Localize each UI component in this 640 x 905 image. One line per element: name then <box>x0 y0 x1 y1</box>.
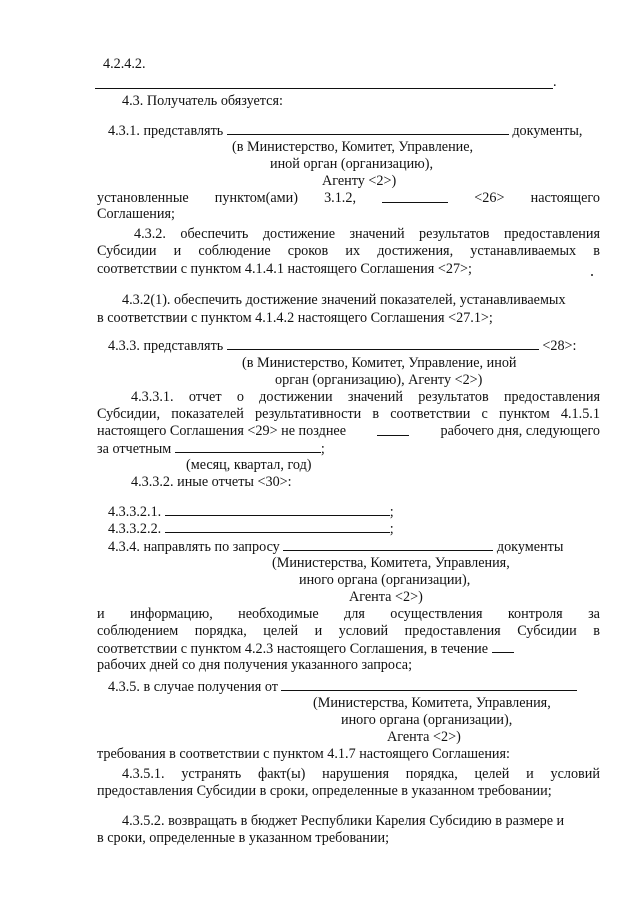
word: контроля <box>507 606 563 622</box>
word: достижение <box>262 226 335 242</box>
word: предоставления <box>503 389 600 405</box>
hint-recipient-1: (Министерства, Комитета, Управления, <box>272 555 510 571</box>
clause-4-3-3-2-1 <box>108 503 394 521</box>
word: порядка, <box>405 766 458 782</box>
word: предоставления <box>503 226 600 242</box>
hint-recipient-3: Агенту <2>) <box>322 173 397 189</box>
clause-4-2-4-2: 4.2.4.2. <box>103 56 146 72</box>
word: 4.3.5.1. <box>122 766 165 782</box>
word: достижении <box>259 389 333 405</box>
blank-field <box>227 337 539 350</box>
word: соответствии <box>390 406 471 422</box>
clause-4-3-5-line2: требования в соответствии с пунктом 4.1.7 настоящего Соглашения: <box>97 746 510 762</box>
line-end-dot: . <box>553 74 557 90</box>
clause-4-3-4-line3 <box>97 623 600 640</box>
blank-line <box>95 88 553 89</box>
word: и <box>526 766 534 782</box>
word: результатов <box>418 389 489 405</box>
word: условий <box>338 623 389 639</box>
clause-4-3-3-1-line4 <box>97 440 325 458</box>
clause-4-3-3-1-line2 <box>97 406 600 423</box>
word: Субсидии <box>517 623 577 639</box>
clause-4-3-3-2-2 <box>108 520 394 538</box>
word: значений <box>347 389 403 405</box>
word: пунктом(ами) <box>214 190 298 206</box>
word: обеспечить <box>180 226 249 242</box>
word: устанавливаемых <box>470 243 577 259</box>
word: установленные <box>97 190 189 206</box>
word: в <box>372 406 380 422</box>
word: условий <box>550 766 600 782</box>
clause-text: документы <box>496 539 564 555</box>
clause-4-3-5-1-line1 <box>122 766 600 783</box>
hint-recipient-2: иной орган (организацию), <box>270 156 434 172</box>
clause-text: рабочего дня, следующего <box>440 423 600 439</box>
hint-sender-2: иного органа (организации), <box>341 712 513 728</box>
clause-text: 4.3.3.2.2. <box>108 521 162 537</box>
word: нарушения <box>322 766 389 782</box>
blank-field <box>283 538 493 551</box>
word: соблюдение <box>198 243 271 259</box>
clause-4-3-1-text <box>108 122 582 140</box>
clause-4-3-2-line1 <box>134 226 600 243</box>
word: пунктом <box>498 406 550 422</box>
clause-text: 4.3.4. направлять по запросу <box>108 539 280 555</box>
clause-4-3-heading: 4.3. Получатель обязуется: <box>122 93 283 109</box>
word: соблюдением <box>97 623 179 639</box>
word: и <box>314 623 323 639</box>
clause-4-3-5-2-line2: в сроки, определенные в указанном требовании; <box>97 830 390 846</box>
word: информацию, <box>129 606 213 622</box>
clause-text: ; <box>389 504 394 520</box>
footnote-ref: <26> <box>474 190 505 206</box>
clause-text: 4.3.5. в случае получения от <box>108 679 278 695</box>
hint-recipient-1: (в Министерство, Комитет, Управление, <box>232 139 474 155</box>
clause-4-3-4-line2 <box>97 606 600 623</box>
clause-text: 4.3.3. представлять <box>108 338 224 354</box>
word: в <box>593 623 600 639</box>
clause-4-3-3-1-line3 <box>97 423 600 440</box>
hint-sender-1: (Министерства, Комитета, Управления, <box>313 695 551 711</box>
word: достижения, <box>377 243 454 259</box>
word: показателей <box>171 406 244 422</box>
word: отчет <box>188 389 222 405</box>
blank-field <box>175 440 321 453</box>
clause-4-3-3-text <box>108 337 576 355</box>
clause-text: документы, <box>512 123 583 139</box>
word: целей <box>474 766 510 782</box>
clause-4-3-1-line3: Соглашения; <box>97 206 175 222</box>
word: 4.1.5.1 <box>560 406 600 422</box>
word: 4.3.2. <box>134 226 166 242</box>
word: Субсидии, <box>97 406 161 422</box>
hint-recipient-2: орган (организацию), Агенту <2>) <box>275 372 483 388</box>
hint-period: (месяц, квартал, год) <box>186 457 312 473</box>
word: в <box>593 243 600 259</box>
hint-recipient-1: (в Министерство, Комитет, Управление, иной <box>242 355 517 371</box>
clause-4-3-5-2-line1: 4.3.5.2. возвращать в бюджет Республики Карелия Субсидию в размере и <box>122 813 565 829</box>
word: 3.1.2, <box>324 190 356 206</box>
word: порядка, <box>194 623 247 639</box>
clause-text: ; <box>320 441 325 457</box>
blank-field <box>492 640 514 653</box>
hint-sender-3: Агента <2>) <box>387 729 461 745</box>
word: значений <box>349 226 405 242</box>
word: результативности <box>255 406 362 422</box>
clause-4-3-2-line3: соответствии с пунктом 4.1.4.1 настоящего Соглашения <27>; <box>97 261 472 277</box>
word: предоставления <box>404 623 501 639</box>
word: для <box>344 606 365 622</box>
blank-field <box>382 190 448 203</box>
word: и <box>97 606 105 622</box>
blank-field <box>165 503 390 516</box>
blank-field <box>165 520 390 533</box>
word: устранять <box>181 766 242 782</box>
clause-4-3-2-1-line2: в соответствии с пунктом 4.1.4.2 настоящего Соглашения <27.1>; <box>97 310 493 326</box>
hint-recipient-2: иного органа (организации), <box>299 572 471 588</box>
clause-text: настоящего Соглашения <29> не позднее <box>97 423 347 439</box>
clause-4-3-5-1-line2: предоставления Субсидии в сроки, определенные в указанном требовании; <box>97 783 552 799</box>
word: с <box>481 406 488 422</box>
word: факт(ы) <box>258 766 306 782</box>
word: о <box>236 389 244 405</box>
clause-4-3-4-text <box>108 538 563 556</box>
word: и <box>173 243 182 259</box>
clause-4-3-4-line4 <box>97 640 514 658</box>
word: результатов <box>419 226 490 242</box>
blank-field <box>227 122 509 135</box>
clause-text: ; <box>389 521 394 537</box>
footnote-ref: <28>: <box>542 338 577 354</box>
clause-text: 4.3.1. представлять <box>108 123 224 139</box>
blank-field <box>281 678 577 691</box>
clause-4-3-2-line2 <box>97 243 600 260</box>
word: 4.3.3.1. <box>131 389 174 405</box>
clause-text: 4.3.3.2.1. <box>108 504 162 520</box>
word: сроков <box>287 243 329 259</box>
clause-4-3-3-2: 4.3.3.2. иные отчеты <30>: <box>131 474 292 490</box>
clause-text: за отчетным <box>97 441 172 457</box>
clause-4-3-5-text <box>108 678 577 696</box>
word: Субсидии <box>97 243 157 259</box>
hint-recipient-3: Агента <2>) <box>349 589 423 605</box>
scan-speck <box>591 274 593 276</box>
clause-4-3-1-line2 <box>97 190 600 207</box>
blank-field <box>377 423 409 436</box>
word: необходимые <box>238 606 319 622</box>
word: их <box>345 243 361 259</box>
word: целей <box>263 623 299 639</box>
word: за <box>588 606 600 622</box>
word: настоящего <box>530 190 600 206</box>
clause-text: соответствии с пунктом 4.2.3 настоящего Соглашения, в течение <box>97 641 489 657</box>
clause-4-3-4-line5: рабочих дней со дня получения указанного запроса; <box>97 657 413 673</box>
clause-4-3-3-1-line1 <box>131 389 600 406</box>
clause-4-3-2-1-line1: 4.3.2(1). обеспечить достижение значений показателей, устанавливаемых <box>122 292 566 308</box>
word: осуществления <box>390 606 483 622</box>
